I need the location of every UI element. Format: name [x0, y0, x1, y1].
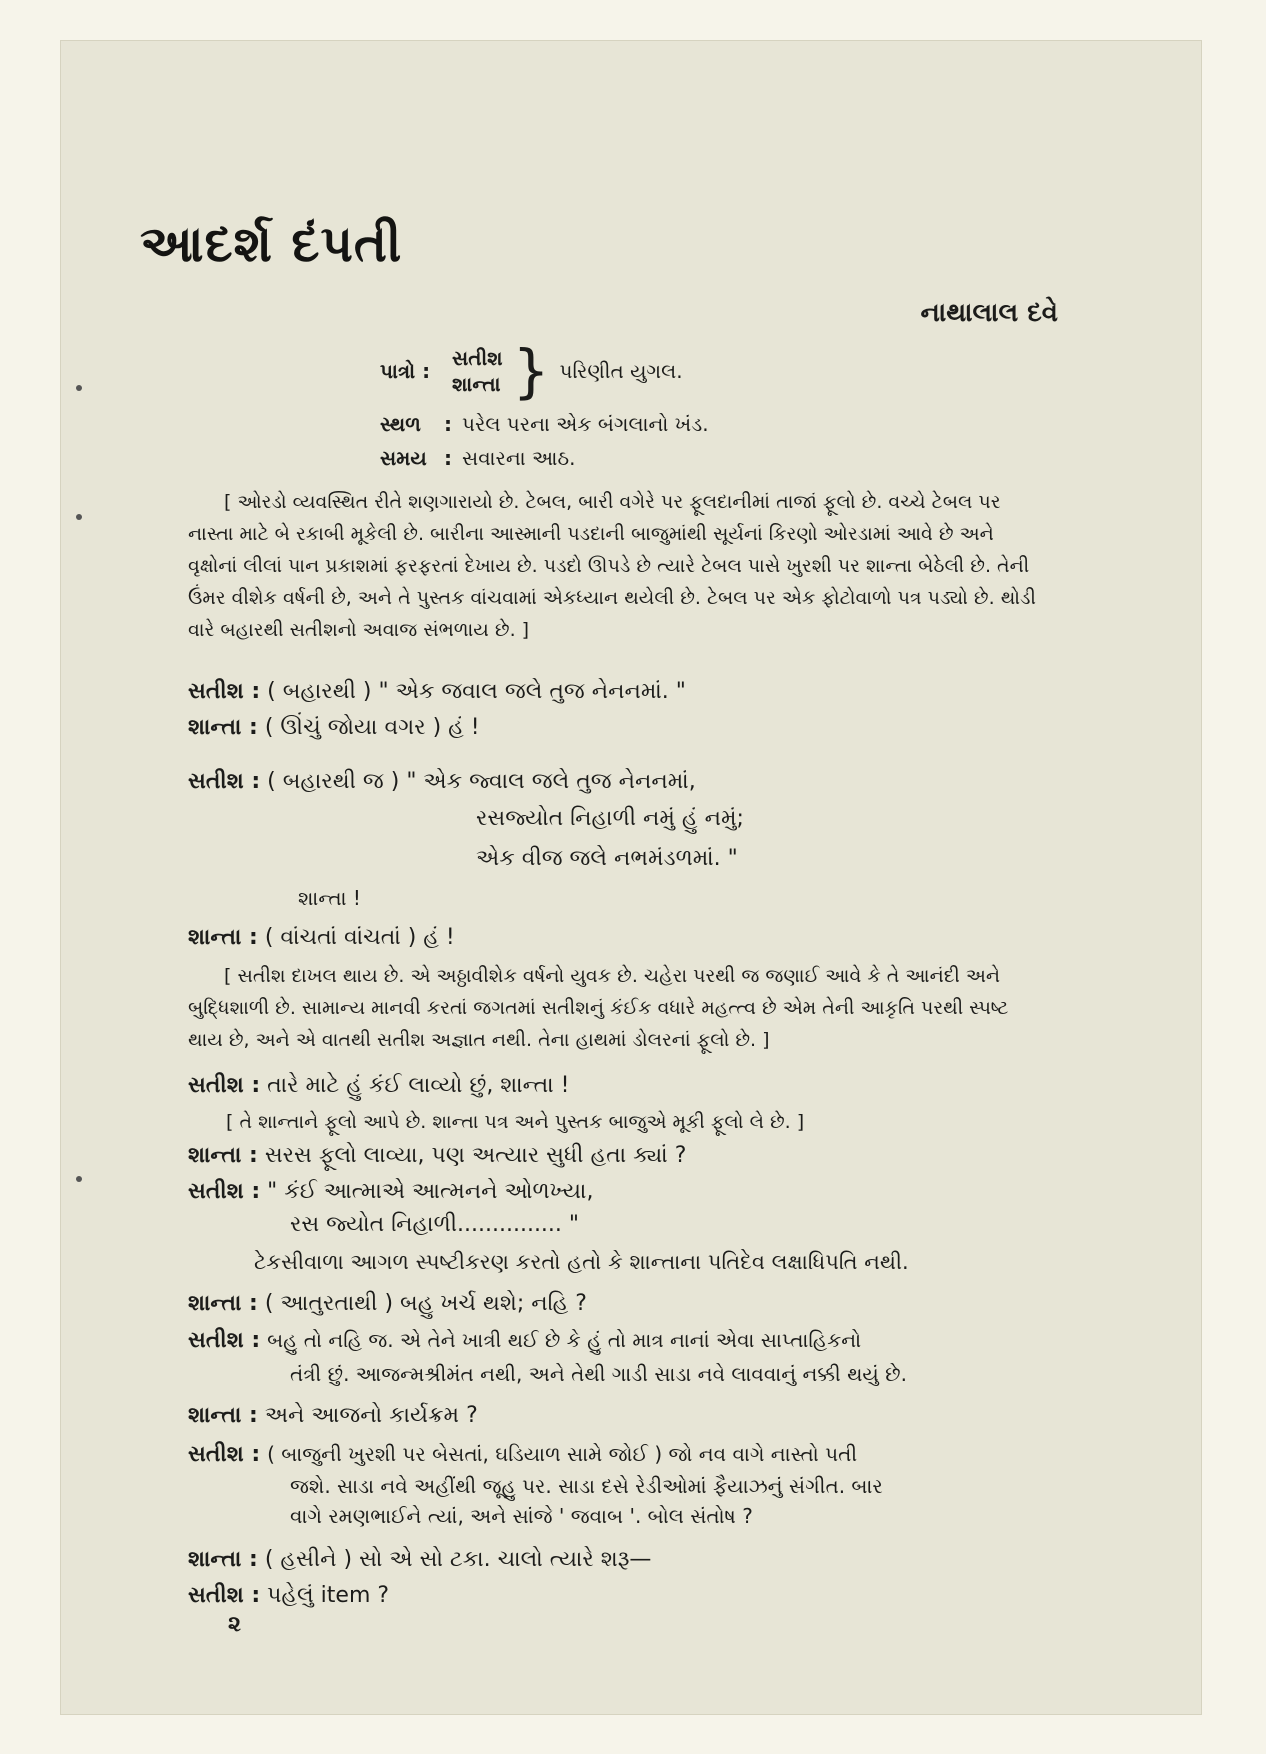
dialogue-text: ( ઊંચું જોયા વગર ) હં !	[264, 715, 480, 740]
cast-label: પાત્રો :	[380, 359, 431, 383]
dialogue-line	[188, 1176, 1048, 1208]
dialogue-line	[188, 1580, 1048, 1612]
dialogue-text: ( હસીને ) સો એ સો ટકા. ચાલો ત્યારે શરૂ—	[264, 1547, 652, 1572]
cast-list	[380, 337, 683, 405]
dialogue-line	[188, 1070, 1048, 1102]
dialogue-text: બહુ તો નહિ જ. એ તેને ખાત્રી થઈ છે કે હું તો માત્ર નાનાં એવા સાપ્તાહિકનો	[267, 1328, 862, 1352]
dialogue-continuation: જશે. સાડા નવે અહીંથી જૂહુ પર. સાડા દસે રેડીઓમાં ફૈયાઝનું સંગીત. બાર	[290, 1474, 883, 1498]
play-title: આદર્શ દંપતી	[140, 215, 403, 273]
speaker: શાન્તા :	[188, 1547, 258, 1572]
verse-line: એક વીજ જલે નભમંડળમાં. "	[476, 846, 738, 871]
speaker: શાન્તા :	[188, 925, 258, 950]
place-label: સ્થળ	[380, 412, 421, 436]
dialogue-text: સરસ ફૂલો લાવ્યા, પણ અત્યાર સુધી હતા ક્યાં ?	[264, 1143, 687, 1168]
dialogue-text: પહેલું item ?	[267, 1583, 390, 1608]
speaker: સતીશ :	[188, 769, 261, 794]
cast-names	[452, 345, 503, 397]
speaker: સતીશ :	[188, 1328, 261, 1353]
dialogue-text: ( આતુરતાથી ) બહુ ખર્ચ થશે; નહિ ?	[264, 1291, 587, 1316]
dialogue-text: ( બહારથી ) " એક જવાલ જલે તુજ નેનનમાં. "	[267, 679, 686, 704]
speaker: સતીશ :	[188, 1583, 261, 1608]
time-row: સમય : સવારના આઠ.	[380, 446, 576, 470]
brace-icon: }	[512, 337, 550, 405]
stage-direction-2: [ સતીશ દાખલ થાય છે. એ અઠ્ઠાવીશેક વર્ષનો યુવક છે. ચહેરા પરથી જ જણાઈ આવે કે તે આનંદી અને બુદ્ધિશાળી છે. સામાન્ય માનવી કરતાં જગતમાં સતીશનું કંઈક વધારે મહત્ત્વ છે એમ તેની આકૃતિ પરથી સ્પષ્ટ થાય છે, અને એ વાતથી સતીશ અજ્ઞાત નથી. તેના હાથમાં ડોલરનાં ફૂલો છે. ]	[188, 965, 1009, 1051]
speaker: શાન્તા :	[188, 1143, 258, 1168]
dialogue-continuation: તંત્રી છું. આજન્મશ્રીમંત નથી, અને તેથી ગાડી સાડા નવે લાવવાનું નક્કી થયું છે.	[290, 1362, 907, 1386]
dialogue-tail: શાન્તા !	[298, 886, 361, 910]
margin-mark	[76, 385, 82, 391]
dialogue-line	[188, 1324, 1048, 1357]
margin-mark	[76, 514, 82, 520]
cast-name-shanta: શાન્તા	[452, 372, 501, 396]
speaker: શાન્તા :	[188, 1291, 258, 1316]
dialogue-line	[188, 676, 1048, 708]
speaker: સતીશ :	[188, 1073, 261, 1098]
cast-name-satish: સતીશ	[452, 346, 503, 370]
place-row: સ્થળ : પરેલ પરના એક બંગલાનો ખંડ.	[380, 412, 709, 436]
dialogue-line	[188, 1438, 1048, 1471]
speaker: સતીશ :	[188, 1442, 261, 1467]
speaker: શાન્તા :	[188, 715, 258, 740]
dialogue-line	[188, 1140, 1048, 1172]
verse-line: રસજ્યોત નિહાળી નમું હું નમું;	[476, 806, 744, 831]
dialogue-text: ( વાંચતાં વાંચતાં ) હં !	[264, 925, 455, 950]
dialogue-text: ( બાજુની ખુરશી પર બેસતાં, ઘડિયાળ સામે જોઈ ) જો નવ વાગે નાસ્તો પતી	[267, 1442, 858, 1466]
dialogue-line	[188, 1400, 1048, 1432]
dialogue-text: " કંઈ આત્માએ આત્મનને ઓળખ્યા,	[267, 1179, 594, 1204]
dialogue-tail: ટેકસીવાળા આગળ સ્પષ્ટીકરણ કરતો હતો કે શાન્તાના પતિદેવ લક્ષાધિપતિ નથી.	[254, 1250, 909, 1274]
page-number: ૨	[228, 1612, 241, 1637]
dialogue-line	[188, 1288, 1048, 1320]
speaker: સતીશ :	[188, 1179, 261, 1204]
dialogue-line	[188, 712, 1048, 744]
time-value: સવારના આઠ.	[462, 446, 576, 470]
stage-direction-1: [ ઓરડો વ્યવસ્થિત રીતે શણગારાયો છે. ટેબલ, બારી વગેરે પર ફૂલદાનીમાં તાજાં ફૂલો છે. વચ્ચે ટેબલ પર નાસ્તા માટે બે રકાબી મૂકેલી છે. બારીના આસ્માની પડદાની બાજુમાંથી સૂર્યનાં કિરણો ઓરડામાં આવે છે અને વૃક્ષોનાં લીલાં પાન પ્રકાશમાં ફરફરતાં દેખાય છે. પડદો ઊપડે છે ત્યારે ટેબલ પાસે ખુરશી પર શાન્તા બેઠેલી છે. તેની ઉંમર વીશેક વર્ષની છે, અને તે પુસ્તક વાંચવામાં એકધ્યાન થયેલી છે. ટેબલ પર એક ફોટોવાળો પત્ર પડ્યો છે. થોડી વારે બહારથી સતીશનો અવાજ સંભળાય છે. ]	[188, 491, 1036, 641]
speaker: શાન્તા :	[188, 1403, 258, 1428]
author-name: નાથાલાલ દવે	[920, 298, 1058, 328]
dialogue-line	[188, 766, 1048, 798]
margin-mark	[76, 1176, 82, 1182]
dialogue-text: ( બહારથી જ ) " એક જ્વાલ જલે તુજ નેનનમાં,	[267, 769, 696, 794]
dialogue-text: અને આજનો કાર્યક્રમ ?	[264, 1403, 478, 1428]
cast-relation: પરિણીત યુગલ.	[559, 359, 683, 383]
speaker: સતીશ :	[188, 679, 261, 704]
dialogue-text: તારે માટે હું કંઈ લાવ્યો છું, શાન્તા !	[267, 1073, 570, 1098]
stage-direction-3: [ તે શાન્તાને ફૂલો આપે છે. શાન્તા પત્ર અને પુસ્તક બાજુએ મૂકી ફૂલો લે છે. ]	[226, 1111, 805, 1133]
dialogue-line	[188, 1544, 1048, 1576]
verse-line: રસ જ્યોત નિહાળી............... "	[290, 1212, 580, 1237]
dialogue-line	[188, 922, 1048, 954]
place-value: પરેલ પરના એક બંગલાનો ખંડ.	[462, 412, 709, 436]
dialogue-continuation: વાગે રમણભાઈને ત્યાં, અને સાંજે ' જવાબ '. બોલ સંતોષ ?	[290, 1504, 753, 1528]
time-label: સમય	[380, 446, 427, 470]
